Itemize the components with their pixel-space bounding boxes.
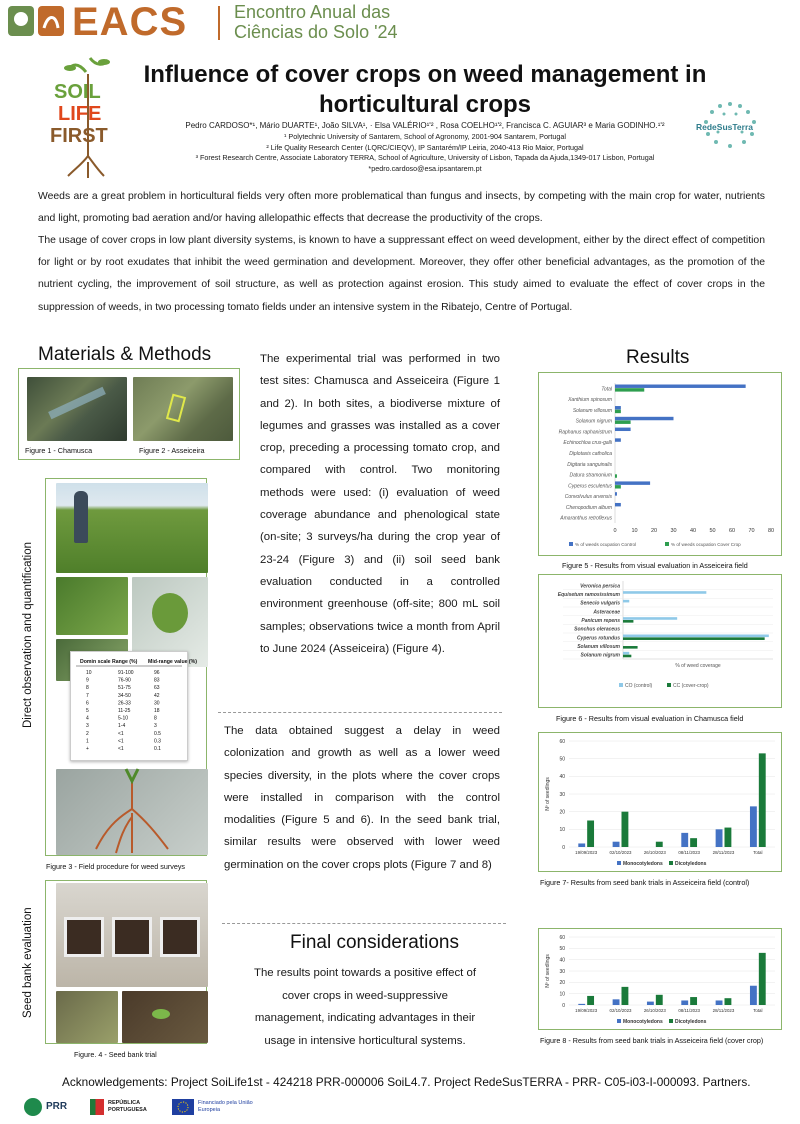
fig7-bar-dico-0 <box>587 821 594 848</box>
fig6-bar-control-2 <box>623 600 629 603</box>
figure-8-caption: Figure 8 - Results from seed bank trials in Asseiceira field (cover crop) <box>540 1036 764 1045</box>
logo-word-soil: SOIL <box>54 81 101 103</box>
domin-cell-0-0: 10 <box>86 670 92 676</box>
fig7-legend-label-1: Dicotyledons <box>675 861 707 867</box>
domin-cell-6-2: 8 <box>154 715 157 722</box>
fig8-bar-mono-5 <box>750 986 757 1005</box>
figure-6-svg <box>539 575 781 707</box>
figure-1-2-frame <box>18 368 240 460</box>
affiliation-3: ³ Forest Research Centre, Associate Laboratory TERRA, School of Agriculture, University of Lisbon, Tapada da Ajuda,1349-017 Lisbon, Portugal <box>195 153 655 162</box>
figure-8-svg <box>539 929 781 1029</box>
republica-portuguesa-text: REPÚBLICA PORTUGUESA <box>108 1100 147 1113</box>
fig8-y-tick-5: 50 <box>559 946 565 953</box>
fig8-category-label-1: 02/10/2023 <box>609 1008 632 1013</box>
fig7-y-tick-2: 20 <box>559 809 565 816</box>
soil-life-first-logo <box>38 52 128 180</box>
fig5-category-label-5: Echinochloa crus-galli <box>563 440 612 447</box>
domin-cell-1-0: 9 <box>86 677 89 684</box>
fig5-bar-control-9 <box>615 481 650 484</box>
fig5-category-label-6: Diplotaxis catholica <box>569 451 612 457</box>
domin-cell-4-1: 26-33 <box>118 700 131 707</box>
fig8-category-label-2: 26/10/2023 <box>643 1008 666 1013</box>
fig6-bar-covercrop-8 <box>623 655 631 658</box>
fig8-bar-dico-1 <box>622 987 629 1005</box>
fig5-category-label-1: Xanthium spinosum <box>568 397 612 404</box>
fig5-bar-control-10 <box>615 492 617 495</box>
fig6-x-axis-label: % of weed coverage <box>675 663 721 669</box>
fig5-bar-control-2 <box>615 406 621 409</box>
fig5-legend-label-1: % of weeds ocupation Cover Crop <box>671 542 741 547</box>
fig6-legend-swatch-1 <box>667 683 671 687</box>
fig6-category-label-3: Asteraceae <box>593 609 620 616</box>
header-subtitle-line1: Encontro Anual das <box>234 2 391 22</box>
intro-paragraph-2: The usage of cover crops in low plant diversity systems, is known to have a suppressant effect on weed development, either by the direct effect of competition for light or by root exudates that inhibit the weed germination and development. Moreover, they offer other beneficial advantages, as the promotion of the nutrient cycling, the improvement of soil structure, as well as protection against erosion. This study aimed to evaluate the effect of cover crops in the suppression of weeds, in two processing tomato fields under an intensive system in the Ribatejo, Centre of Portugal. <box>38 235 765 313</box>
direct-observation-label: Direct observation and quantification <box>22 541 34 728</box>
prr-logo-text: PRR <box>46 1101 68 1112</box>
fig7-category-label-5: Total <box>753 850 763 855</box>
fig7-bar-mono-0 <box>578 843 585 847</box>
fig7-legend-swatch-1 <box>669 861 673 865</box>
seedling-photo-2 <box>122 991 208 1043</box>
domin-cell-10-2: 0.1 <box>154 746 161 752</box>
fig6-legend-label-0: CO (control) <box>625 683 653 689</box>
fig8-bar-dico-5 <box>759 953 766 1005</box>
fig7-y-tick-4: 40 <box>559 774 565 781</box>
fig6-category-label-0: Veronica persica <box>580 583 620 590</box>
fig7-category-label-4: 28/11/2023 <box>712 850 735 855</box>
fig8-bar-dico-0 <box>587 996 594 1005</box>
redesusterra-logo <box>690 96 770 156</box>
fig8-bar-mono-1 <box>613 999 620 1005</box>
weed-sample-photo-1 <box>56 577 128 635</box>
figure-4-frame <box>45 880 207 1044</box>
fig5-x-tick-2: 20 <box>650 528 658 534</box>
domin-cell-9-1: <1 <box>118 738 124 745</box>
domin-cell-1-2: 83 <box>154 677 160 684</box>
header-subtitle-line2: Ciências do Solo '24 <box>234 22 398 42</box>
portugal-flag-icon <box>90 1099 104 1115</box>
fig5-category-label-4: Raphanus raphanistrum <box>558 429 612 436</box>
domin-cell-6-1: 5-10 <box>118 715 129 722</box>
fig7-y-tick-3: 30 <box>559 791 565 798</box>
fig7-bar-dico-2 <box>656 842 663 847</box>
fig5-category-label-2: Solanum villosum <box>572 407 612 414</box>
domin-cell-6-0: 4 <box>86 715 89 722</box>
fig6-legend-label-1: CC (cover-crop) <box>673 683 709 689</box>
domin-cell-4-0: 6 <box>86 700 89 707</box>
fig5-category-label-3: Solanum nigrum <box>575 418 612 425</box>
contact-email: *pedro.cardoso@esa.ipsantarem.pt <box>368 163 482 173</box>
fig7-category-label-2: 26/10/2023 <box>643 850 666 855</box>
fig5-bar-control-0 <box>615 385 746 388</box>
seedling-photo-1 <box>56 991 118 1043</box>
fig8-category-label-0: 19/09/2023 <box>575 1008 598 1013</box>
domin-scale-table <box>70 651 198 761</box>
fig5-category-label-12: Amaranthus retroflexus <box>560 515 612 522</box>
header-divider <box>218 6 220 40</box>
seed-trays-photo <box>56 883 208 987</box>
fig6-category-label-1: Equisetum ramosissimum <box>557 592 620 598</box>
field-survey-photo <box>56 483 208 573</box>
fig6-legend-swatch-0 <box>619 683 623 687</box>
affiliation-1: ¹ Polytechnic University of Santarem, School of Agronomy, 2001-904 Santarem, Portugal <box>284 132 566 141</box>
root-sample-photo <box>56 769 208 855</box>
domin-cell-3-0: 7 <box>86 692 89 699</box>
fig8-y-tick-2: 20 <box>559 980 565 987</box>
acknowledgements: Acknowledgements: Project SoiLife1st - 424218 PRR-000006 SoiL4.7. Project RedeSusTERRA - PRR- C05-i03-I-000093. Partners. <box>62 1075 751 1089</box>
fig7-bar-dico-3 <box>690 838 697 847</box>
redesusterra-text: RedeSusTerra <box>696 122 754 132</box>
fig7-legend-swatch-0 <box>617 861 621 865</box>
fig8-bar-dico-2 <box>656 995 663 1005</box>
fig7-category-label-3: 08/11/2023 <box>678 850 700 855</box>
fig5-bar-covercrop-9 <box>615 485 621 488</box>
fig5-x-tick-4: 40 <box>689 528 697 534</box>
figure-7-svg <box>539 733 781 871</box>
domin-cell-3-1: 34-50 <box>118 692 131 699</box>
prr-logo-icon <box>24 1098 42 1116</box>
fig6-bar-covercrop-7 <box>623 646 638 649</box>
figure-4-caption: Figure. 4 - Seed bank trial <box>74 1050 157 1059</box>
fig7-bar-dico-5 <box>759 753 766 847</box>
figure-6-caption: Figure 6 - Results from visual evaluation in Chamusca field <box>556 714 744 723</box>
fig8-y-tick-6: 60 <box>559 934 565 941</box>
domin-header-0: Domin scale <box>80 659 111 665</box>
fig8-bar-mono-0 <box>578 1004 585 1005</box>
fig6-bar-control-6 <box>623 635 769 638</box>
fig5-category-label-11: Chenopodium album <box>565 504 612 511</box>
fig5-bar-covercrop-8 <box>615 474 617 477</box>
fig8-bar-mono-2 <box>647 1002 654 1005</box>
figure-2-caption: Figure 2 - Asseiceira <box>139 446 205 455</box>
fig6-bar-control-8 <box>623 652 629 655</box>
fig7-legend-label-0: Monocotyledons <box>623 861 663 867</box>
figure-3-caption: Figure 3 - Field procedure for weed surveys <box>46 862 186 871</box>
fig6-category-label-6: Cyperus rotundus <box>576 635 620 642</box>
materials-methods-heading: Materials & Methods <box>38 344 212 365</box>
logo-word-life: LIFE <box>58 103 102 125</box>
fig5-bar-covercrop-0 <box>615 388 644 391</box>
fig5-bar-covercrop-2 <box>615 410 621 413</box>
fig8-y-tick-3: 30 <box>559 968 565 975</box>
chamusca-aerial-image <box>27 377 127 441</box>
domin-cell-0-2: 96 <box>154 670 160 676</box>
fig5-bar-control-3 <box>615 417 674 420</box>
poster-title: Influence of cover crops on weed management in horticultural crops <box>143 61 707 118</box>
fig5-bar-control-11 <box>615 503 621 506</box>
fig8-legend-swatch-0 <box>617 1019 621 1023</box>
results-heading: Results <box>626 347 690 368</box>
domin-cell-7-1: 1-4 <box>118 723 126 730</box>
fig5-category-label-9: Cyperus esculentus <box>568 483 612 490</box>
section-divider-2 <box>222 923 506 924</box>
fig8-bar-mono-3 <box>681 1000 688 1005</box>
fig5-x-tick-0: 0 <box>613 528 617 534</box>
eacs-wordmark: EACS <box>72 0 188 44</box>
figure-8-chart <box>538 928 782 1030</box>
affiliations <box>130 132 720 174</box>
domin-cell-8-0: 2 <box>86 730 89 737</box>
fig6-category-label-7: Solanum villosum <box>577 644 620 650</box>
fig7-bar-mono-4 <box>716 829 723 847</box>
fig6-category-label-4: Panicum repens <box>581 618 620 624</box>
fig5-category-label-10: Convolvulus arvensis <box>564 494 612 501</box>
fig8-legend-label-1: Dicotyledons <box>675 1019 707 1025</box>
fig8-category-label-3: 08/11/2023 <box>678 1008 700 1013</box>
fig5-bar-control-5 <box>615 438 621 441</box>
fig8-bar-mono-4 <box>716 1000 723 1005</box>
domin-cell-10-1: <1 <box>118 746 124 752</box>
fig5-category-label-0: Total <box>601 386 612 393</box>
domin-cell-9-0: 1 <box>86 738 89 745</box>
fig7-category-label-0: 19/09/2023 <box>575 850 598 855</box>
fig8-category-label-5: Total <box>753 1008 763 1013</box>
figure-6-chart <box>538 574 782 708</box>
asseiceira-aerial-image <box>133 377 233 441</box>
final-considerations-text: The results point towards a positive effect of cover crops in weed-suppressive management, indicating advantages in their usage in intensive horticultural systems. <box>253 967 477 1047</box>
fig5-x-tick-3: 30 <box>670 528 677 534</box>
fig5-x-tick-8: 80 <box>767 528 775 534</box>
fig5-bar-control-4 <box>615 428 631 431</box>
fig6-category-label-8: Solanum nigrum <box>580 652 620 659</box>
fig8-y-tick-0: 0 <box>562 1002 565 1009</box>
materials-methods-text: The experimental trial was performed in two test sites: Chamusca and Asseiceira (Figure 1 and 2). In both sites, a biodiverse mixture of legumes and grasses was installed as a cover crop, preceding a processing tomato crop, and compared with control. Two monitoring methods were used: (i) evaluation of weed coverage abundance and phenological state (on-site; 3 surveys/ha during the crop year of 23-24 (Figure 3) and (ii) soil seed bank evaluation conducted in a controlled environment greenhouse (off-site; 800 mL soil samples; observations twice a month from April to June 2024 (Asseiceira) (Figure 4). <box>260 353 500 655</box>
fig7-bar-mono-3 <box>681 833 688 847</box>
section-divider-1 <box>218 712 502 713</box>
fig6-bar-covercrop-6 <box>623 637 765 640</box>
fig7-y-tick-1: 10 <box>559 827 565 834</box>
fig5-legend-swatch-1 <box>665 542 669 546</box>
eacs-logo-icon <box>8 4 64 40</box>
fig8-legend-swatch-1 <box>669 1019 673 1023</box>
domin-table-svg <box>74 655 198 757</box>
domin-cell-3-2: 42 <box>154 692 160 699</box>
fig7-bar-mono-1 <box>613 842 620 847</box>
domin-cell-5-0: 5 <box>86 708 89 714</box>
intro-paragraph-1: Weeds are a great problem in horticultural fields very often more problematical than fungus and insects, by competing with the main crop for water, nutrients and light, promoting bad aeration and/or having allelopathic effects that decrease the productivity of the crops. <box>38 191 765 225</box>
domin-cell-0-1: 91-100 <box>118 670 134 676</box>
figure-5-caption: Figure 5 - Results from visual evaluation in Asseiceira field <box>562 561 748 570</box>
fig7-bar-mono-5 <box>750 806 757 847</box>
fig7-y-tick-6: 60 <box>559 738 565 745</box>
roots-icon <box>56 769 208 855</box>
fig5-bar-covercrop-3 <box>615 420 631 423</box>
domin-cell-8-2: 0.5 <box>154 730 161 737</box>
fig7-y-tick-0: 0 <box>562 844 565 851</box>
domin-cell-4-2: 30 <box>154 700 160 707</box>
fig8-bar-dico-4 <box>725 998 732 1005</box>
fig6-bar-covercrop-4 <box>623 620 633 623</box>
figure-5-chart <box>538 372 782 556</box>
figure-3-frame <box>45 478 207 856</box>
domin-cell-5-1: 11-25 <box>118 708 131 714</box>
fig8-category-label-4: 28/11/2023 <box>712 1008 735 1013</box>
fig6-category-label-2: Senecio vulgaris <box>580 600 620 607</box>
fig5-x-tick-6: 60 <box>728 528 736 534</box>
fig7-bar-dico-1 <box>622 812 629 847</box>
final-considerations-heading: Final considerations <box>290 932 459 953</box>
fig5-category-label-8: Datura stramonium <box>569 472 612 479</box>
figure-5-svg <box>539 373 781 555</box>
figure-7-caption: Figure 7- Results from seed bank trials in Asseiceira field (control) <box>540 878 750 887</box>
domin-header-1: Range (%) <box>112 659 138 665</box>
logo-word-first: FIRST <box>50 125 108 147</box>
fig5-legend-swatch-0 <box>569 542 573 546</box>
fig8-y-tick-1: 10 <box>559 991 565 998</box>
eu-funding-text: Financiado pela União Europeia <box>198 1100 253 1113</box>
affiliation-2: ² Life Quality Research Center (LQRC/CIEQV), IP Santarém/IP Leiria, 2040-413 Rio Maior, Portugal <box>266 142 584 152</box>
domin-cell-1-1: 76-90 <box>118 677 131 684</box>
domin-cell-2-1: 51-75 <box>118 685 131 692</box>
fig7-y-tick-5: 50 <box>559 756 565 763</box>
domin-cell-2-2: 63 <box>154 685 160 692</box>
fig6-category-label-5: Sonchus oleraceus <box>574 626 620 633</box>
fig7-category-label-1: 02/10/2023 <box>609 850 632 855</box>
fig5-x-tick-1: 10 <box>631 528 638 534</box>
fig5-x-tick-5: 50 <box>709 528 716 534</box>
fig8-legend-label-0: Monocotyledons <box>623 1019 663 1025</box>
eu-flag-icon <box>172 1099 194 1115</box>
fig8-bar-dico-3 <box>690 997 697 1005</box>
fig7-bar-dico-4 <box>725 828 732 847</box>
footer-logos <box>24 1096 324 1118</box>
header-subtitle <box>234 2 398 42</box>
fig8-y-axis-label: Nº of seedlings <box>545 954 551 988</box>
fig6-bar-control-4 <box>623 617 677 620</box>
domin-cell-10-0: + <box>86 746 89 752</box>
domin-cell-5-2: 18 <box>154 708 160 714</box>
domin-cell-9-2: 0.3 <box>154 738 161 745</box>
seed-bank-label: Seed bank evaluation <box>22 907 34 1018</box>
fig8-y-tick-4: 40 <box>559 957 565 964</box>
authors: Pedro CARDOSO*¹, Mário DUARTE¹, João SILVA¹, · Elsa VALÉRIO¹ʹ² , Rosa COELHO¹ʹ², Francisca C. AGUIAR³ e Maria GODINHO.¹ʹ² <box>185 121 665 130</box>
domin-cell-7-2: 3 <box>154 723 157 730</box>
fig7-y-axis-label: Nº of seedlings <box>545 777 551 811</box>
fig5-category-label-7: Digitaria sanguinalis <box>567 461 612 468</box>
fig5-x-tick-7: 70 <box>748 528 755 534</box>
discussion-text: The data obtained suggest a delay in weed colonization and growth as well as a lower weed species diversity, in the plots where the cover crops were installed in comparison with the control modalities (Figure 5 and 6). In the seed bank trial, similar results were observed with lower weed germination on the cover crops plots (Figure 7 and 8) <box>224 725 500 871</box>
domin-cell-7-0: 3 <box>86 723 89 730</box>
fig6-bar-control-1 <box>623 591 706 594</box>
domin-header-2: Mid-range value (%) <box>148 659 198 665</box>
domin-cell-2-0: 8 <box>86 685 89 692</box>
fig5-legend-label-0: % of weeds ocupation Control <box>575 542 637 547</box>
figure-7-chart <box>538 732 782 872</box>
domin-cell-8-1: <1 <box>118 730 124 737</box>
figure-1-caption: Figure 1 - Chamusca <box>25 446 93 455</box>
